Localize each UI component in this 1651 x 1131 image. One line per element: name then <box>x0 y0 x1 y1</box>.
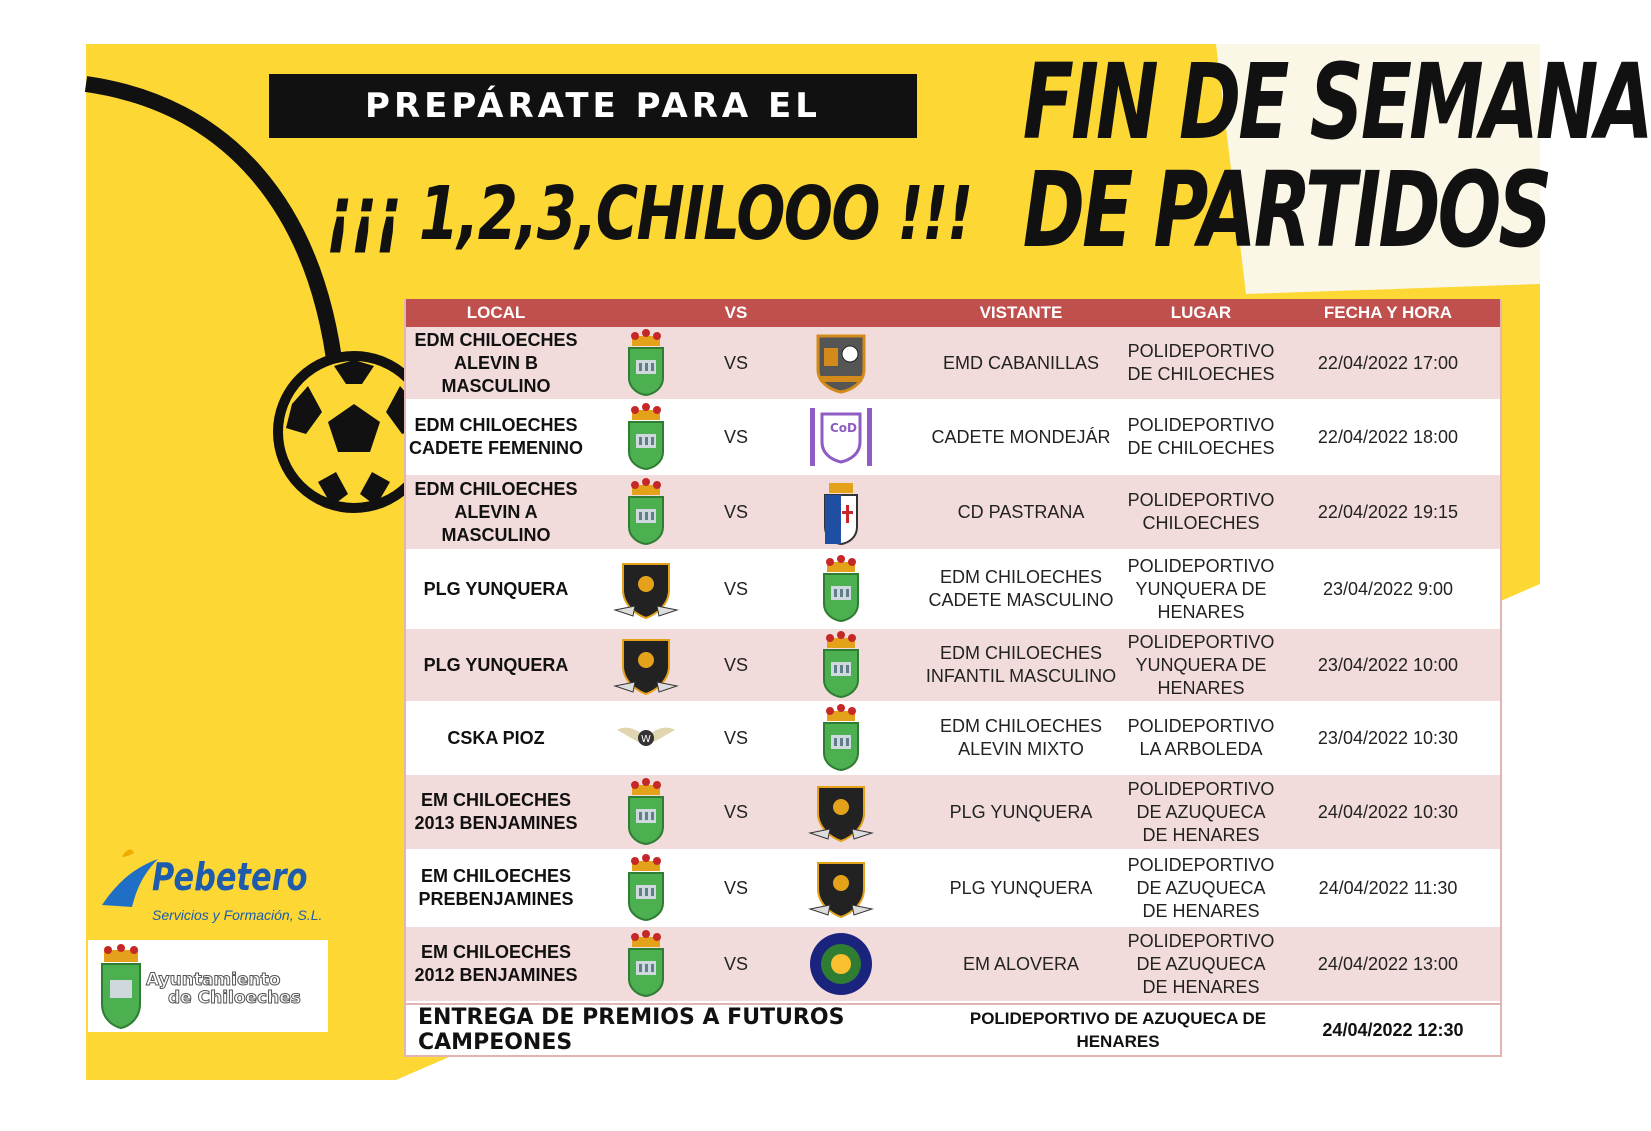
visitor-team: CADETE MONDEJÁR <box>931 426 1111 447</box>
match-datetime: 23/04/2022 9:00 <box>1322 578 1454 599</box>
plg-yunquera-shield-icon <box>615 634 677 696</box>
plg-yunquera-shield-icon <box>615 558 677 620</box>
local-team: PLG YUNQUERA <box>423 578 569 599</box>
venue: POLIDEPORTIVO CHILOECHES <box>1127 490 1275 533</box>
match-datetime: 24/04/2022 11:30 <box>1318 877 1458 898</box>
table-row <box>406 775 1500 851</box>
prepare-banner: PREPÁRATE PARA EL <box>269 74 917 138</box>
venue: POLIDEPORTIVO LA ARBOLEDA <box>1127 716 1275 759</box>
awards-title: ENTREGA DE PREMIOS A FUTUROS CAMPEONES <box>418 1005 845 1055</box>
table-row <box>406 927 1500 1003</box>
col-visitante: VISTANTE <box>979 303 1063 322</box>
vs-label: VS <box>723 727 748 748</box>
local-team: EM CHILOECHES 2012 BENJAMINES <box>414 942 578 985</box>
visitor-team: EDM CHILOECHES CADETE MASCULINO <box>928 567 1114 610</box>
match-datetime: 23/04/2022 10:30 <box>1317 727 1459 748</box>
match-datetime: 22/04/2022 18:00 <box>1317 426 1459 447</box>
local-team: EM CHILOECHES PREBENJAMINES <box>418 866 574 909</box>
vs-label: VS <box>723 801 748 822</box>
col-lugar: LUGAR <box>1170 303 1232 322</box>
venue: POLIDEPORTIVO YUNQUERA DE HENARES <box>1127 555 1275 622</box>
col-local: LOCAL <box>466 303 526 322</box>
ayuntamiento-line2: de Chiloeches <box>168 988 301 1008</box>
chiloeches-crest-icon <box>615 332 677 394</box>
cska-pioz-wings-icon <box>615 707 677 769</box>
chiloeches-crest-icon <box>805 707 877 769</box>
local-team: EDM CHILOECHES ALEVIN B MASCULINO <box>414 329 578 396</box>
visitor-team: EMD CABANILLAS <box>942 352 1100 373</box>
vs-label: VS <box>723 654 748 675</box>
chiloeches-crest-icon <box>805 558 877 620</box>
awards-row <box>406 1003 1500 1057</box>
table-body <box>406 327 1500 1003</box>
cd-cabanillas-crest-icon <box>805 332 877 394</box>
chiloeches-crest-icon <box>805 634 877 696</box>
table-row <box>406 551 1500 629</box>
vs-label: VS <box>723 426 748 447</box>
local-team: CSKA PIOZ <box>447 727 545 748</box>
table-row <box>406 475 1500 551</box>
venue: POLIDEPORTIVO DE AZUQUECA DE HENARES <box>1127 930 1275 997</box>
venue: POLIDEPORTIVO DE AZUQUECA DE HENARES <box>1127 778 1275 845</box>
fixtures-table <box>404 299 1502 1057</box>
local-team: EDM CHILOECHES CADETE FEMENINO <box>408 415 583 458</box>
cd-mondejar-crest-icon <box>805 406 877 468</box>
title-line-2: DE PARTIDOS <box>1022 149 1550 271</box>
weekend-title <box>936 41 1651 271</box>
vs-label: VS <box>723 877 748 898</box>
svg-text:CoD: CoD <box>830 421 858 435</box>
vs-label: VS <box>723 953 748 974</box>
table-header <box>406 299 1500 327</box>
visitor-team: PLG YUNQUERA <box>949 877 1093 898</box>
chant-title: ¡¡¡ 1,2,3,CHILOOO !!! <box>326 171 972 257</box>
chiloeches-crest-icon <box>615 933 677 995</box>
em-alovera-badge-icon <box>805 933 877 995</box>
chiloeches-crest-icon <box>96 946 146 1030</box>
visitor-team: EM ALOVERA <box>962 953 1080 974</box>
venue: POLIDEPORTIVO DE CHILOECHES <box>1127 415 1275 458</box>
col-fecha: FECHA Y HORA <box>1323 303 1453 322</box>
match-datetime: 24/04/2022 10:30 <box>1317 801 1459 822</box>
venue: POLIDEPORTIVO DE AZUQUECA DE HENARES <box>1127 854 1275 921</box>
awards-date: 24/04/2022 12:30 <box>1322 1019 1464 1040</box>
chiloeches-crest-icon <box>615 406 677 468</box>
col-vs: VS <box>724 303 748 322</box>
table-row <box>406 629 1500 703</box>
venue: POLIDEPORTIVO DE CHILOECHES <box>1127 341 1275 384</box>
table-row <box>406 401 1500 475</box>
visitor-team: EDM CHILOECHES INFANTIL MASCULINO <box>925 643 1117 686</box>
local-team: EDM CHILOECHES ALEVIN A MASCULINO <box>414 478 578 545</box>
ayuntamiento-line1: Ayuntamiento <box>146 970 281 990</box>
table-row <box>406 703 1500 775</box>
plg-yunquera-shield-icon <box>805 857 877 919</box>
ayuntamiento-logo <box>88 940 328 1032</box>
vs-label: VS <box>723 578 748 599</box>
table-row <box>406 851 1500 927</box>
chiloeches-crest-icon <box>615 781 677 843</box>
visitor-team: EDM CHILOECHES ALEVIN MIXTO <box>939 716 1103 759</box>
match-datetime: 22/04/2022 19:15 <box>1317 501 1459 522</box>
venue: POLIDEPORTIVO YUNQUERA DE HENARES <box>1127 631 1275 698</box>
svg-text:W: W <box>641 734 651 745</box>
pebetero-subtitle: Servicios y Formación, S.L. <box>152 907 323 923</box>
chiloeches-crest-icon <box>615 481 677 543</box>
awards-place: POLIDEPORTIVO DE AZUQUECA DE HENARES <box>969 1009 1267 1051</box>
match-datetime: 23/04/2022 10:00 <box>1317 654 1459 675</box>
vs-label: VS <box>723 352 748 373</box>
local-team: PLG YUNQUERA <box>423 654 569 675</box>
title-line-1: FIN DE SEMANA <box>1022 41 1651 163</box>
match-datetime: 24/04/2022 13:00 <box>1317 953 1459 974</box>
visitor-team: CD PASTRANA <box>957 501 1085 522</box>
pebetero-name: Pebetero <box>152 855 308 899</box>
pastrana-crest-icon <box>805 481 877 543</box>
chiloeches-crest-icon <box>615 857 677 919</box>
visitor-team: PLG YUNQUERA <box>949 801 1093 822</box>
plg-yunquera-shield-icon <box>805 781 877 843</box>
local-team: EM CHILOECHES 2013 BENJAMINES <box>414 790 578 833</box>
vs-label: VS <box>723 501 748 522</box>
match-datetime: 22/04/2022 17:00 <box>1317 352 1459 373</box>
table-row <box>406 327 1500 401</box>
pebetero-logo <box>92 845 323 935</box>
